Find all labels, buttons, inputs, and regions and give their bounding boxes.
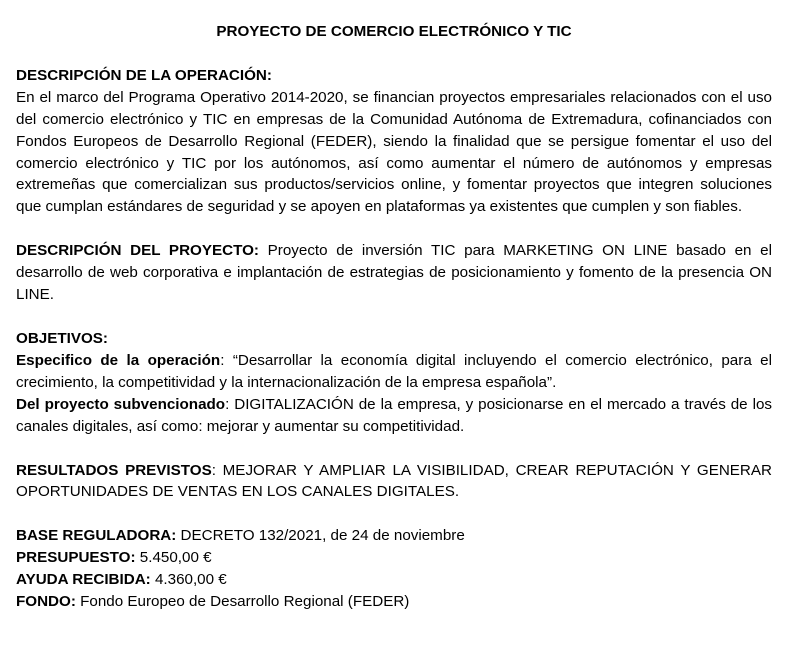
section-datos (16, 525, 772, 613)
objetivo-subvencionado (16, 394, 772, 438)
dato-label: BASE REGULADORA: (16, 527, 177, 545)
spacer (16, 503, 772, 525)
section-proyecto (16, 240, 772, 306)
dato-value: DECRETO 132/2021, de 24 de noviembre (176, 527, 465, 545)
dato-label: FONDO: (16, 593, 76, 611)
dato-label: PRESUPUESTO: (16, 549, 136, 567)
proyecto-label: DESCRIPCIÓN DEL PROYECTO: (16, 242, 259, 260)
operacion-heading: DESCRIPCIÓN DE LA OPERACIÓN: (16, 66, 272, 84)
document-title: PROYECTO DE COMERCIO ELECTRÓNICO Y TIC (216, 23, 572, 40)
objetivo-especifico-label: Especifico de la operación (16, 351, 221, 369)
dato-ayuda-recibida (16, 569, 772, 591)
dato-value: 5.450,00 € (135, 549, 212, 567)
section-resultados (16, 460, 772, 504)
section-operacion (16, 65, 772, 218)
resultados-label: RESULTADOS PREVISTOS (16, 461, 212, 479)
dato-value: Fondo Europeo de Desarrollo Regional (FEDER) (75, 593, 410, 611)
resultados-text: : MEJORAR Y AMPLIAR LA VISIBILIDAD, CREAR REPUTACIÓN Y GENERAR OPORTUNIDADES DE VENTAS EN LOS CANALES DIGITALES. (16, 461, 772, 501)
objetivo-subvencionado-text: : DIGITALIZACIÓN de la empresa, y posicionarse en el mercado a través de los canales digitales, así como: mejorar y aumentar su competitividad. (16, 395, 772, 435)
objetivos-heading: OBJETIVOS: (16, 329, 108, 347)
dato-base-reguladora (16, 525, 772, 547)
objetivo-especifico-text: : “Desarrollar la economía digital incluyendo el comercio electrónico, para el crecimiento, la competitividad y la internacionalización de la empresa española”. (16, 351, 772, 391)
dato-fondo (16, 591, 772, 613)
dato-presupuesto (16, 547, 772, 569)
spacer (16, 306, 772, 328)
objetivo-subvencionado-label: Del proyecto subvencionado (16, 395, 226, 413)
objetivo-especifico (16, 350, 772, 394)
dato-label: AYUDA RECIBIDA: (16, 571, 151, 589)
spacer (16, 438, 772, 460)
resultados-paragraph (16, 460, 772, 504)
section-objetivos (16, 328, 772, 438)
proyecto-paragraph (16, 240, 772, 306)
operacion-text: En el marco del Programa Operativo 2014-2020, se financian proyectos empresariales relacionados con el uso del comercio electrónico y TIC en empresas de la Comunidad Autónoma de Extremadura, cofinanciados con Fondos Europeos de Desarrollo Regional (FEDER), siendo la finalidad que se persigue fomentar el uso del comercio electrónico y TIC por los autónomos, así como aumentar el número de autónomos y empresas extremeñas que comercializan sus productos/servicios online, y fomentar proyectos que integren soluciones que cumplan estándares de seguridad y se apoyen en plataformas ya existentes que cumplen y son fiables. (16, 88, 772, 216)
proyecto-text: Proyecto de inversión TIC para MARKETING ON LINE basado en el desarrollo de web corporativa e implantación de estrategias de posicionamiento y fomento de la presencia ON LINE. (16, 242, 772, 304)
dato-value: 4.360,00 € (150, 571, 227, 589)
spacer (16, 218, 772, 240)
